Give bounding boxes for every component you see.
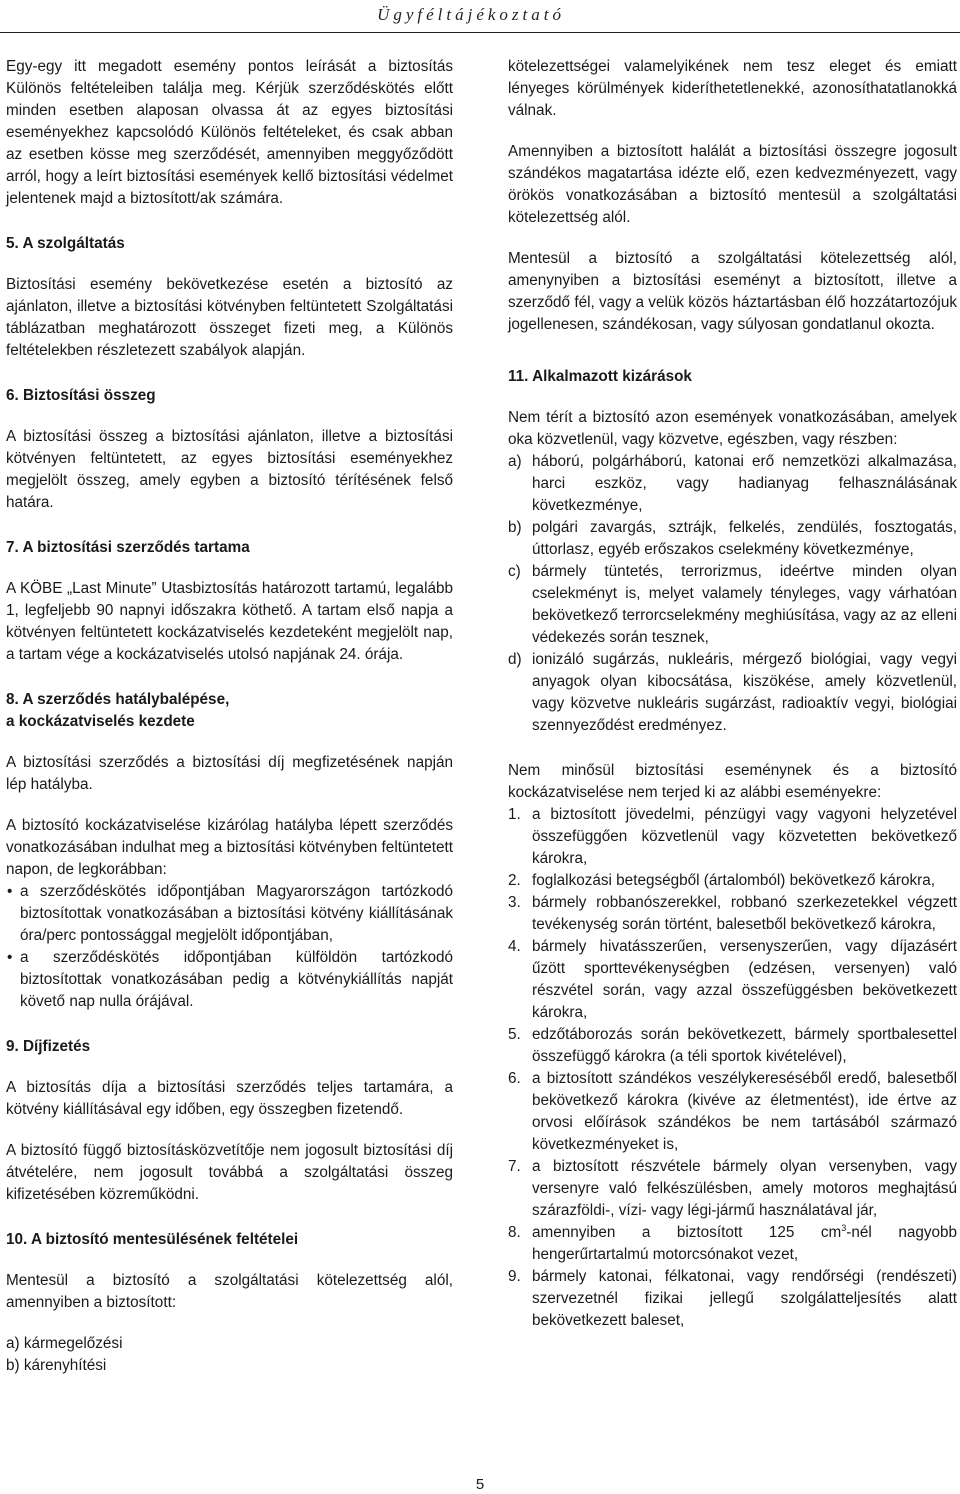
list-item: 1. a biztosított jövedelmi, pénzügyi vagy vagyoni helyzetével összefüggően közvetlenül vagy közvetetten bekövetkező károkra, <box>508 806 957 867</box>
list-item: 9. bármely katonai, félkatonai, vagy rendőrségi (rendészeti) szervezetnél fizikai jellegű szolgálatteljesítés alatt bekövetkezett baleset, <box>508 1268 957 1329</box>
page-number: 5 <box>475 1476 485 1493</box>
list-item: d) ionizáló sugárzás, nukleáris, mérgező biológiai, vagy vegyi anyagok olyan kibocsátása, kiszökése, amely közvetlenül, vagy közvetve nukleáris sugárzást, radioaktív vegyi, biológiai szennyeződést eredményez. <box>508 651 957 734</box>
section-10-item-b: b) kárenyhítési <box>6 1357 107 1374</box>
section-8-title <box>6 689 453 733</box>
right-paragraph-3: Mentesül a biztosító a szolgáltatási kötelezettség alól, amenynyiben a biztosítási eseményt a biztosított, illetve a szerződő fél, vagy a velük közös háztartásban élő hozzátartozójuk jogellenesen, szándékosan, vagy súlyosan gondatlanul okozta. <box>508 250 957 333</box>
section-9-paragraph-2: A biztosító függő biztosításközvetítője nem jogosult biztosítási díj átvételére, nem jogosult továbbá a szolgáltatási összeg kifizetésében közreműködni. <box>6 1142 453 1203</box>
section-10-title: 10. A biztosító mentesülésének feltételei <box>6 1231 299 1248</box>
intro-paragraph: Egy-egy itt megadott esemény pontos leírását a biztosítás Különös feltételeiben találja meg. Kérjük szerződéskötés előtt minden esetben alaposan olvassa át az egyes biztosítási eseményekhez kapcsolódó Különös feltételeket, és csak abban az esetben kösse meg szerződését, amennyiben meggyőződött arról, hogy a leírt biztosítási események kellő biztosítási védelmet jelentenek majd a biztosított/ak számára. <box>6 58 453 207</box>
section-9-paragraph-1: A biztosítás díja a biztosítási szerződés teljes tartamára, a kötvény kiállításával egy időben, egy összegben fizetendő. <box>6 1079 453 1118</box>
section-8-title-line2: a kockázatviselés kezdete <box>6 713 195 730</box>
section-11-intro: Nem térít a biztosító azon események vonatkozásában, amelyek oka közvetlenül, vagy közvetve, egészben, vagy részben: <box>508 409 957 448</box>
section-7-title: 7. A biztosítási szerződés tartama <box>6 539 250 556</box>
list-item: 4. bármely hivatásszerűen, versenyszerűen, vagy díjazásért űzött sporttevékenységben (edzésen, versenyen) való részvétel során, vagy azzal összefüggésben bekövetkezett károkra, <box>508 938 957 1021</box>
section-6-title: 6. Biztosítási összeg <box>6 387 156 404</box>
section-6-text: A biztosítási összeg a biztosítási ajánlaton, illetve a biztosítási kötvényen feltüntetett, az egyes biztosítási eseményekhez megjelölt összeg, amely egyben a biztosító térítésének felső határa. <box>6 428 453 511</box>
right-column <box>508 56 957 1332</box>
list-item: • a szerződéskötés időpontjában külföldön tartózkodó biztosítottak vonatkozásában pedig a kötvénykiállítás napját követő nap nulla órájával. <box>6 947 453 1013</box>
page-header <box>0 0 960 33</box>
list-item: b) polgári zavargás, sztrájk, felkelés, zendülés, fosztogatás, úttorlasz, egyéb erőszakos cselekmény következménye, <box>508 519 957 558</box>
right-paragraph-4: Nem minősül biztosítási eseménynek és a biztosító kockázatviselése nem terjed ki az alábbi eseményekre: <box>508 762 957 801</box>
section-11-title: 11. Alkalmazott kizárások <box>508 368 692 385</box>
list-item: 8. amennyiben a biztosított 125 $cm^3$-nél nagyobb hengerűrtartalmú motorcsónakot vezet, <box>508 1222 958 1263</box>
section-8-bullet-list <box>6 881 453 1013</box>
section-5-text: Biztosítási esemény bekövetkezése esetén a biztosító az ajánlaton, illetve a biztosítási kötvényben feltüntetett Szolgáltatási táblázatban meghatározott összeget fizeti meg, a Különös feltételekben részletezett szabályok alapján. <box>6 276 453 359</box>
list-item: 3. bármely robbanószerekkel, robbanó szerkezetekkel végzett tevékenység során történt, balesetből bekövetkező károkra, <box>508 894 957 933</box>
right-paragraph-2: Amennyiben a biztosított halálát a biztosítási összegre jogosult szándékos magatartása idézte elő, ezen kedvezményezett, vagy örökös vonatkozásában a biztosító mentesül a szolgáltatási kötelezettség alól. <box>508 143 957 226</box>
list-item: c) bármely tüntetés, terrorizmus, ideértve minden olyan cselekményt is, melyet valamely tényleges, vagy várhatóan bekövetkező terrorcselekmény meghiúsítása, vagy az az elleni védekezés során tesznek, <box>508 563 957 646</box>
section-8-paragraph-2: A biztosító kockázatviselése kizárólag hatályba lépett szerződés vonatkozásában indulhat meg a biztosítási kötvényben feltüntetett napon, de legkorábban: <box>6 817 453 878</box>
header-title: Ügyféltájékoztató <box>377 5 565 24</box>
list-item: a) háború, polgárháború, katonai erő nemzetközi alkalmazása, harci eszköz, vagy hadianyag felhasználásának következménye, <box>508 453 957 514</box>
list-item: 6. a biztosított szándékos veszélykereséséből eredő, balesetből bekövetkező károkra (kivéve az életmentést), ide értve az orvosi előírások szándékos be nem tartásából származó következményeket is, <box>508 1070 957 1153</box>
section-7-text: A KÖBE „Last Minute” Utasbiztosítás határozott tartamú, legalább 1, legfeljebb 90 napnyi időszakra köthető. A tartam első napja a kötvényen feltüntetett kockázatviselés kezdeteként megjelölt nap, a tartam vége a kockázatviselés utolsó napjának 24. órája. <box>6 580 453 663</box>
list-item: 7. a biztosított részvétele bármely olyan versenyben, vagy versenyre való felkészülésben, amely motoros meghajtású szárazföldi-, vízi- vagy légi-jármű használatával jár, <box>508 1158 957 1219</box>
section-8-title-line1: 8. A szerződés hatálybalépése, <box>6 691 230 708</box>
exclusion-number-list <box>508 804 957 1332</box>
section-8-paragraph-1: A biztosítási szerződés a biztosítási díj megfizetésének napján lép hatályba. <box>6 754 453 793</box>
list-item: 2. foglalkozási betegségből (ártalomból) bekövetkező károkra, <box>508 872 936 889</box>
section-5-title: 5. A szolgáltatás <box>6 235 125 252</box>
section-10-item-a: a) kármegelőzési <box>6 1335 123 1352</box>
exclusion-letter-list <box>508 451 957 737</box>
list-item: • a szerződéskötés időpontjában Magyarországon tartózkodó biztosítottak vonatkozásában a biztosítási kötvény kiállításának óra/perc pontossággal megjelölt időpontjában, <box>6 881 453 947</box>
list-item: 5. edzőtáborozás során bekövetkezett, bármely sportbalesettel összefüggő károkra (a téli sportok kivételével), <box>508 1026 957 1065</box>
section-10-paragraph-1: Mentesül a biztosító a szolgáltatási kötelezettség alól, amennyiben a biztosított: <box>6 1272 453 1311</box>
right-paragraph-1: kötelezettségei valamelyikének nem tesz eleget és emiatt lényeges körülmények kideríthetetlenekké, azonosíthatatlanokká válnak. <box>508 58 957 119</box>
section-9-title: 9. Díjfizetés <box>6 1038 91 1055</box>
left-column <box>6 56 453 1377</box>
